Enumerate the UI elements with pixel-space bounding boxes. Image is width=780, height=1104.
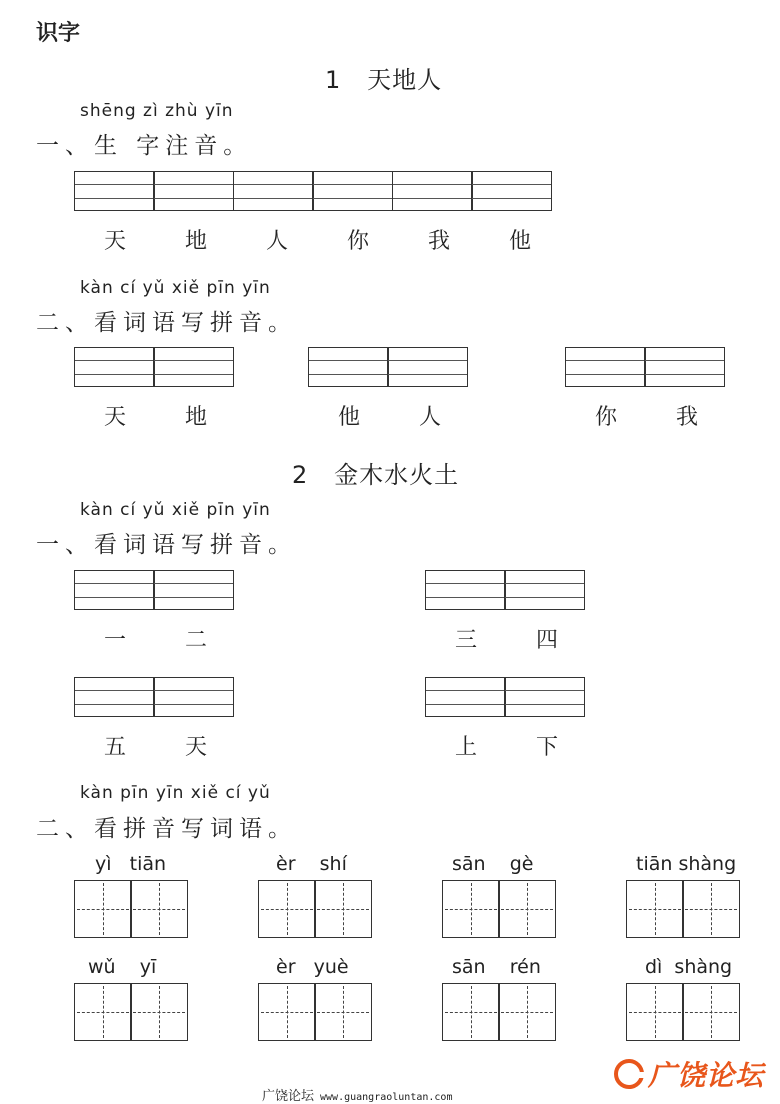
footer-url[interactable]: www.guangraoluntan.com xyxy=(320,1092,453,1103)
pinyin-cell[interactable] xyxy=(74,570,155,610)
character: 天 xyxy=(184,735,207,760)
character: 你 xyxy=(346,229,369,254)
character: 三 xyxy=(454,628,477,653)
character: 他 xyxy=(337,405,360,430)
pinyin-cell[interactable] xyxy=(387,347,468,387)
tianzige-cell[interactable] xyxy=(130,983,188,1041)
character: 四 xyxy=(535,628,558,653)
site-logo xyxy=(614,1054,764,1094)
tianzige-cell[interactable] xyxy=(258,983,316,1041)
character: 二 xyxy=(184,628,207,653)
logo-icon xyxy=(614,1059,644,1089)
tianzige-cell[interactable] xyxy=(314,983,372,1041)
pinyin-cell[interactable] xyxy=(312,171,393,211)
tianzige-grid[interactable] xyxy=(74,983,188,1041)
section-heading: 一、生 字注音。 xyxy=(36,133,253,159)
pinyin-cell[interactable] xyxy=(471,171,552,211)
word-pinyin: èr yuè xyxy=(276,956,349,978)
character: 五 xyxy=(103,735,126,760)
tianzige-cell[interactable] xyxy=(682,880,740,938)
footer xyxy=(262,1085,452,1104)
tianzige-cell[interactable] xyxy=(258,880,316,938)
footer-site-name: 广饶论坛 xyxy=(262,1089,315,1104)
pinyin-hint: kàn pīn yīn xiě cí yǔ xyxy=(80,783,271,803)
tianzige-grid[interactable] xyxy=(258,983,372,1041)
tianzige-cell[interactable] xyxy=(314,880,372,938)
character: 人 xyxy=(265,229,288,254)
pinyin-cell[interactable] xyxy=(74,677,155,717)
pinyin-grid[interactable] xyxy=(74,677,234,717)
word-pinyin: dì shàng xyxy=(645,956,733,978)
tianzige-cell[interactable] xyxy=(498,880,556,938)
tianzige-cell[interactable] xyxy=(130,880,188,938)
character: 天 xyxy=(103,229,126,254)
tianzige-grid[interactable] xyxy=(442,983,556,1041)
word-pinyin: wǔ yī xyxy=(88,956,157,978)
pinyin-cell[interactable] xyxy=(504,677,585,717)
tianzige-cell[interactable] xyxy=(442,880,500,938)
character: 我 xyxy=(675,405,698,430)
character: 上 xyxy=(454,735,477,760)
word-pinyin: tiān shàng xyxy=(636,853,737,875)
pinyin-cell[interactable] xyxy=(504,570,585,610)
tianzige-cell[interactable] xyxy=(74,880,132,938)
word-pinyin: yì tiān xyxy=(95,853,167,875)
pinyin-grid[interactable] xyxy=(425,570,585,610)
pinyin-cell[interactable] xyxy=(153,347,234,387)
tianzige-cell[interactable] xyxy=(626,880,684,938)
tianzige-grid[interactable] xyxy=(74,880,188,938)
tianzige-cell[interactable] xyxy=(682,983,740,1041)
tianzige-grid[interactable] xyxy=(626,880,740,938)
character: 一 xyxy=(103,628,126,653)
character: 地 xyxy=(184,405,207,430)
tianzige-cell[interactable] xyxy=(442,983,500,1041)
pinyin-grid[interactable] xyxy=(74,570,234,610)
character: 我 xyxy=(427,229,450,254)
pinyin-cell[interactable] xyxy=(565,347,646,387)
pinyin-cell[interactable] xyxy=(153,677,234,717)
section-heading: 二、看词语写拼音。 xyxy=(36,310,297,336)
tianzige-grid[interactable] xyxy=(626,983,740,1041)
pinyin-hint: shēng zì zhù yīn xyxy=(80,101,234,121)
section-heading: 一、看词语写拼音。 xyxy=(36,532,297,558)
word-pinyin: sān gè xyxy=(452,853,534,875)
lesson-title: 2 金木水火土 xyxy=(292,461,460,489)
pinyin-cell[interactable] xyxy=(74,347,155,387)
pinyin-cell[interactable] xyxy=(74,171,155,211)
pinyin-grid[interactable] xyxy=(565,347,725,387)
logo-text: 广饶论坛 xyxy=(648,1059,765,1092)
pinyin-cell[interactable] xyxy=(308,347,389,387)
word-pinyin: èr shí xyxy=(276,853,347,875)
tianzige-grid[interactable] xyxy=(258,880,372,938)
tianzige-cell[interactable] xyxy=(626,983,684,1041)
pinyin-grid[interactable] xyxy=(425,677,585,717)
pinyin-cell[interactable] xyxy=(233,171,314,211)
pinyin-cell[interactable] xyxy=(153,171,234,211)
pinyin-cell[interactable] xyxy=(392,171,473,211)
pinyin-cell[interactable] xyxy=(153,570,234,610)
pinyin-grid[interactable] xyxy=(74,171,552,211)
section-label: 识字 xyxy=(36,21,81,46)
pinyin-hint: kàn cí yǔ xiě pīn yīn xyxy=(80,500,271,520)
character: 人 xyxy=(418,405,441,430)
tianzige-cell[interactable] xyxy=(74,983,132,1041)
character: 他 xyxy=(508,229,531,254)
character: 你 xyxy=(594,405,617,430)
character: 下 xyxy=(535,735,558,760)
character: 天 xyxy=(103,405,126,430)
pinyin-grid[interactable] xyxy=(74,347,234,387)
section-heading: 二、看拼音写词语。 xyxy=(36,816,297,842)
pinyin-cell[interactable] xyxy=(644,347,725,387)
lesson-title: 1 天地人 xyxy=(325,66,443,94)
pinyin-hint: kàn cí yǔ xiě pīn yīn xyxy=(80,278,271,298)
pinyin-grid[interactable] xyxy=(308,347,468,387)
word-pinyin: sān rén xyxy=(452,956,541,978)
tianzige-cell[interactable] xyxy=(498,983,556,1041)
pinyin-cell[interactable] xyxy=(425,677,506,717)
tianzige-grid[interactable] xyxy=(442,880,556,938)
character: 地 xyxy=(184,229,207,254)
pinyin-cell[interactable] xyxy=(425,570,506,610)
